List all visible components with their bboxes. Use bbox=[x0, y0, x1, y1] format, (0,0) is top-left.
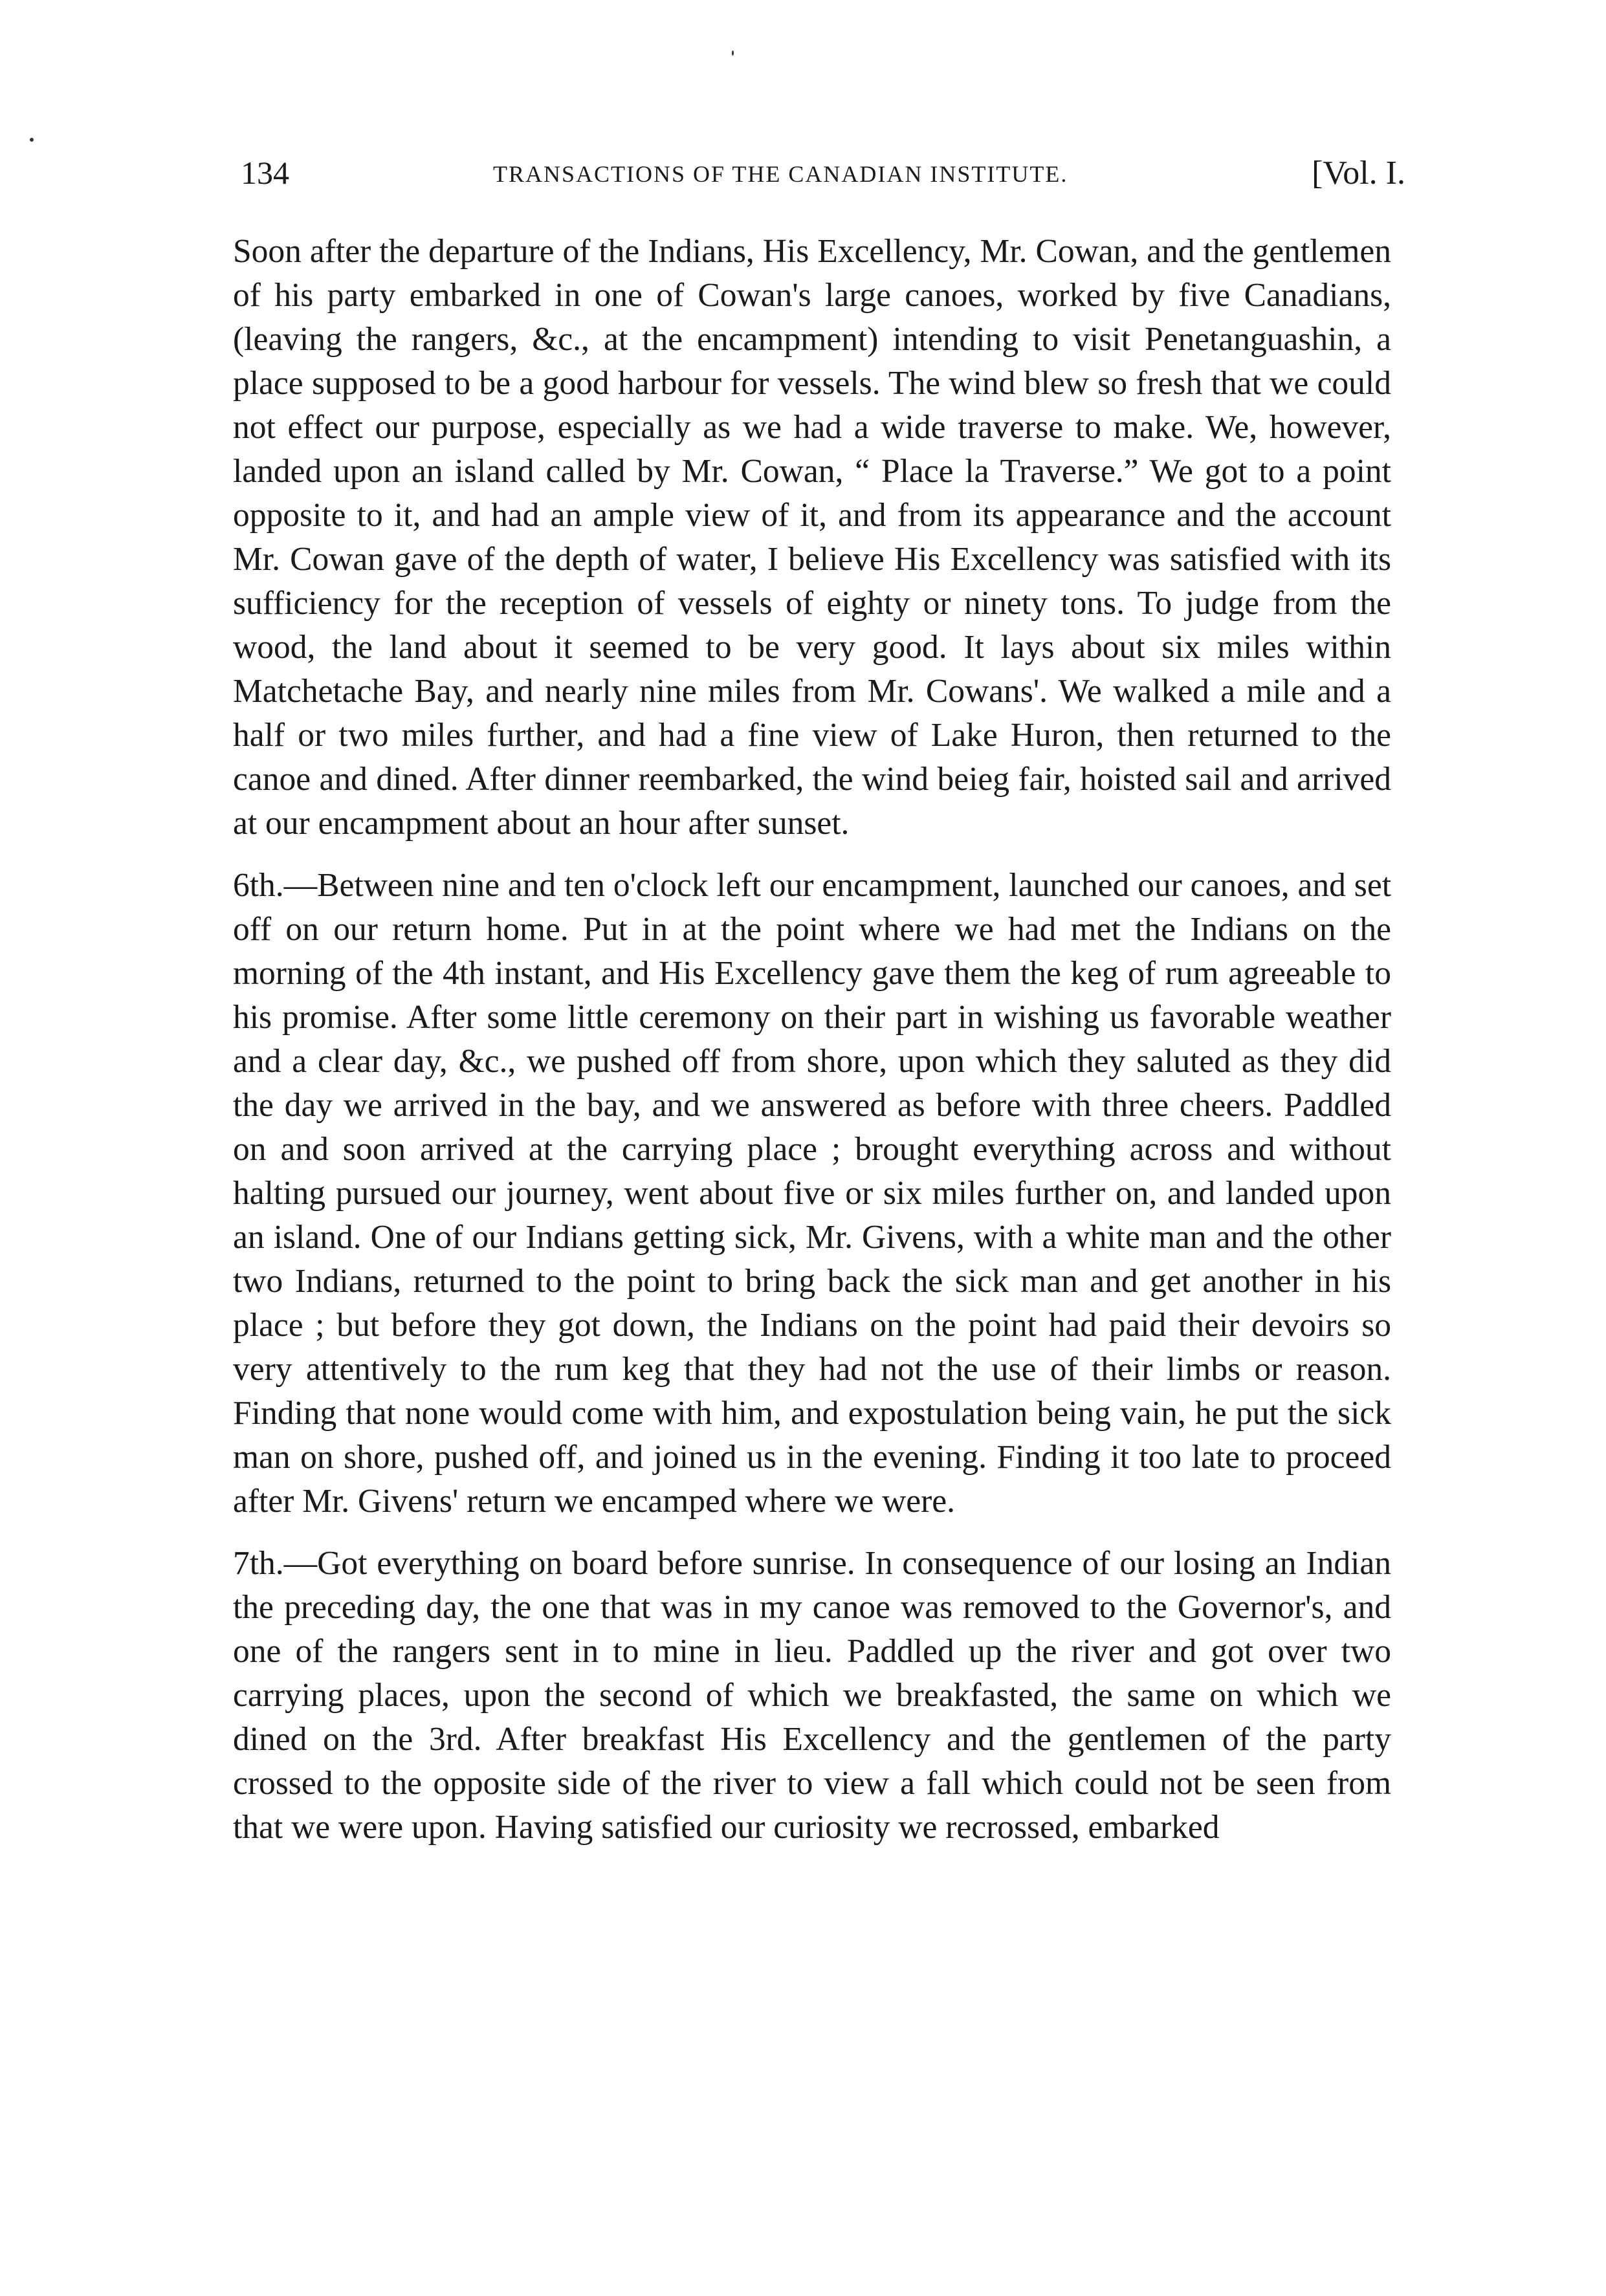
paragraph: 6th.—Between nine and ten o'clock left our encampment, launched our canoes, and set off on our return home. Put in at the point where we had met the Indians on the morning of the 4th instant, and His Excellency gave them the keg of rum agreeable to his promise. After some little ceremony on their part in wishing us favorable weather and a clear day, &c., we pushed off from shore, upon which they saluted as they did the day we arrived in the bay, and we answered as before with three cheers. Paddled on and soon arrived at the carrying place ; brought everything across and without halting pursued our journey, went about five or six miles further on, and landed upon an island. One of our Indians getting sick, Mr. Givens, with a white man and the other two Indians, returned to the point to bring back the sick man and get another in his place ; but before they got down, the Indians on the point had paid their devoirs so very attentively to the rum keg that they had not the use of their limbs or reason. Finding that none would come with him, and expostulation being vain, he put the sick man on shore, pushed off, and joined us in the evening. Finding it too late to proceed after Mr. Givens' return we encamped where we were. bbox=[233, 867, 1391, 1520]
paragraph: Soon after the departure of the Indians, His Excellency, Mr. Cowan, and the gentlemen of his party embarked in one of Cowan's large canoes, worked by five Canadians, (leaving the rangers, &c., at the encampment) intending to visit Penetanguashin, a place supposed to be a good harbour for vessels. The wind blew so fresh that we could not effect our purpose, especially as we had a wide traverse to make. We, however, landed upon an island called by Mr. Cowan, “ Place la Traverse.” We got to a point opposite to it, and had an ample view of it, and from its appearance and the account Mr. Cowan gave of the depth of water, I believe His Excellency was satisfied with its sufficiency for the reception of vessels of eighty or ninety tons. To judge from the wood, the land about it seemed to be very good. It lays about six miles within Matchetache Bay, and nearly nine miles from Mr. Cowans'. We walked a mile and a half or two miles further, and had a fine view of Lake Huron, then returned to the canoe and dined. After dinner reembarked, the wind beieg fair, hoisted sail and arrived at our encampment about an hour after sunset. bbox=[233, 233, 1391, 842]
paragraph: 7th.—Got everything on board before sunrise. In consequence of our losing an Indian the preceding day, the one that was in my canoe was removed to the Governor's, and one of the rangers sent in to mine in lieu. Paddled up the river and got over two carrying places, upon the second of which we breakfasted, the same on which we dined on the 3rd. After breakfast His Excellency and the gentlemen of the party crossed to the opposite side of the river to view a fall which could not be seen from that we were upon. Having satisfied our curiosity we recrossed, embarked bbox=[233, 1545, 1391, 1846]
volume-label: [Vol. I. bbox=[1312, 155, 1405, 191]
running-title: TRANSACTIONS OF THE CANADIAN INSTITUTE. bbox=[493, 161, 1068, 187]
scan-speck bbox=[30, 138, 34, 142]
running-header bbox=[241, 154, 1405, 199]
body-text bbox=[233, 230, 1391, 1868]
page-number: 134 bbox=[241, 155, 289, 191]
scan-speck bbox=[732, 50, 734, 56]
